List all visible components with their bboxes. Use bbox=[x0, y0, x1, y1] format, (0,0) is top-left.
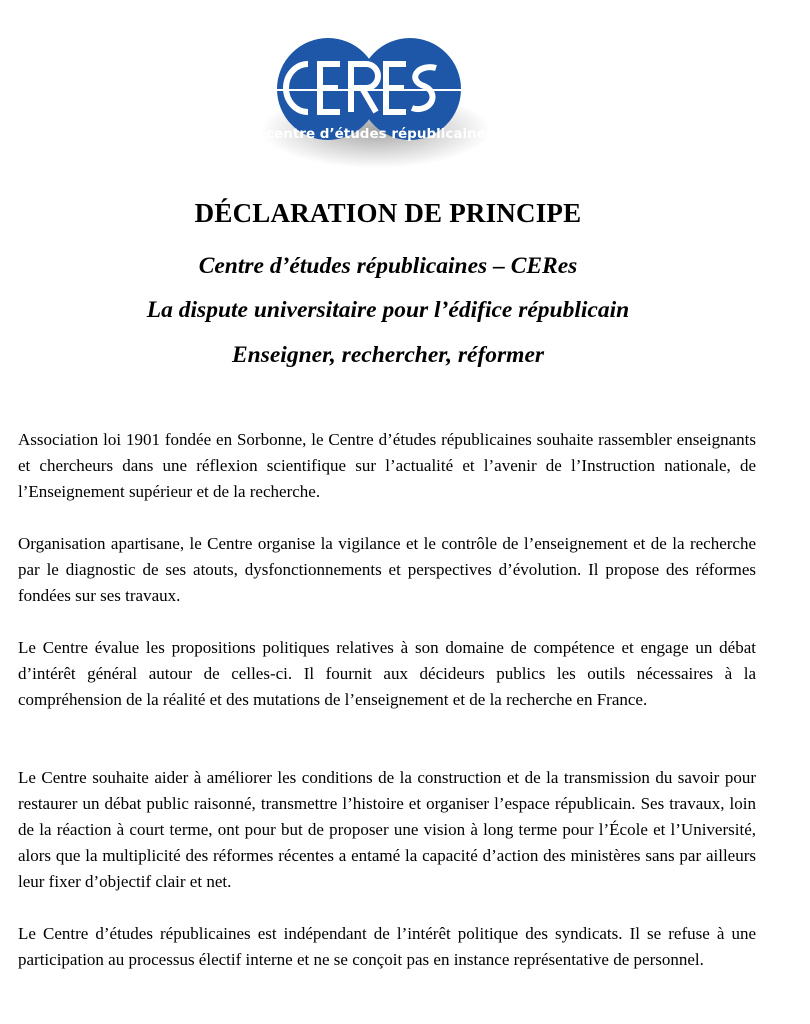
ceres-logo bbox=[258, 30, 508, 170]
document-title: DÉCLARATION DE PRINCIPE bbox=[194, 198, 582, 228]
subtitle-motto: La dispute universitaire pour l’édifice républicain bbox=[146, 297, 630, 323]
paragraph-1: Association loi 1901 fondée en Sorbonne, le Centre d’études républicaines souhaite rassembler enseignants et chercheurs dans une réflexion scientifique sur l’actualité et l’avenir de l’Instruction nationale, de l’Enseignement supérieur et de la recherche. bbox=[18, 430, 756, 501]
subtitle-organization: Centre d’études républicaines – CERes bbox=[198, 253, 578, 279]
paragraph-2: Organisation apartisane, le Centre organise la vigilance et le contrôle de l’enseignement et de la recherche par le diagnostic de ses atouts, dysfonctionnements et perspectives d’évolution. Il propose des réformes fondées sur ses travaux. bbox=[18, 534, 756, 605]
paragraph-5: Le Centre d’études républicaines est indépendant de l’intérêt politique des syndicats. Il se refuse à une participation au processus électif interne et ne se conçoit pas en instance représentative de personnel. bbox=[18, 924, 756, 969]
subtitle-mission: Enseigner, rechercher, réformer bbox=[231, 342, 545, 368]
ceres-logo-graphic bbox=[258, 30, 508, 170]
paragraph-3: Le Centre évalue les propositions politiques relatives à son domaine de compétence et engage un débat d’intérêt général autour de celles-ci. Il fournit aux décideurs publics les outils nécessaires à la compréhension de la réalité et des mutations de l’enseignement et de la recherche en France. bbox=[18, 638, 756, 709]
paragraph-4: Le Centre souhaite aider à améliorer les conditions de la construction et de la transmission du savoir pour restaurer un débat public raisonné, transmettre l’histoire et organiser l’espace républicain. Ses travaux, loin de la réaction à court terme, ont pour but de proposer une vision à long terme pour l’École et l’Université, alors que la multiplicité des réformes récentes a entamé la capacité d’action des ministères sans par ailleurs leur fixer d’objectif clair et net. bbox=[18, 768, 756, 891]
logo-tagline: centre d’études républicaines bbox=[266, 126, 494, 142]
